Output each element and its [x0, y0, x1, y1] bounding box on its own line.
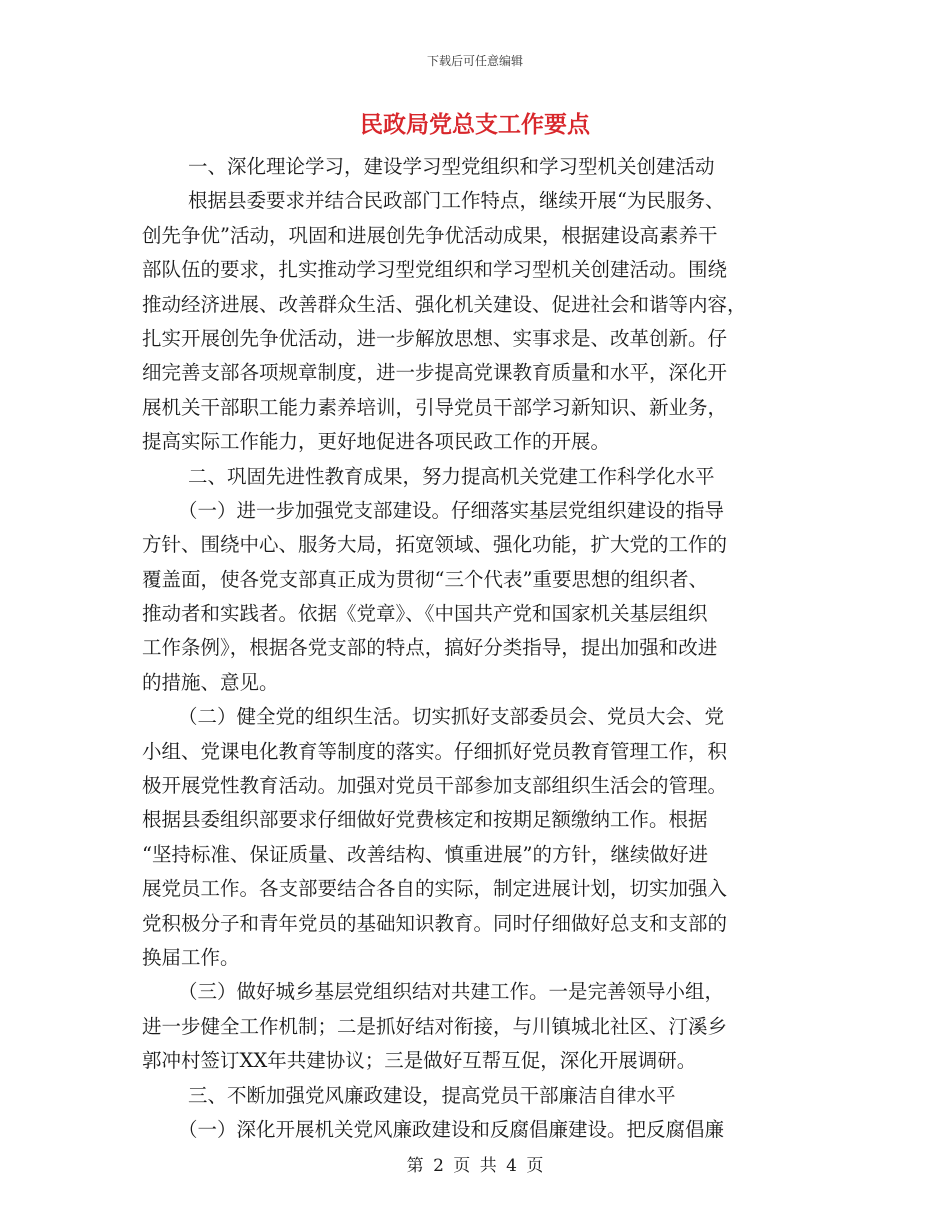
paragraph-line: （一）深化开展机关党风廉政建设和反腐倡廉建设。把反腐倡廉: [178, 1117, 725, 1141]
paragraph-line: 党积极分子和青年党员的基础知识教育。同时仔细做好总支和支部的: [142, 911, 728, 935]
paragraph-line: 创先争优”活动，巩固和进展创先争优活动成果，根据建设高素养干: [142, 223, 718, 247]
paragraph-line: 方针、围绕中心、服务大局，拓宽领域、强化功能，扩大党的工作的: [142, 533, 728, 557]
paragraph-line: 的措施、意见。: [142, 670, 279, 694]
paragraph-line: （二）健全党的组织生活。切实抓好支部委员会、党员大会、党: [178, 705, 725, 729]
paragraph-line: 根据县委要求并结合民政部门工作特点，继续开展“为民服务、: [188, 189, 725, 213]
section-heading-2: 二、巩固先进性教育成果，努力提高机关党建工作科学化水平: [188, 464, 715, 488]
document-body: [142, 150, 802, 1147]
paragraph-line: （三）做好城乡基层党组织结对共建工作。一是完善领导小组，: [178, 980, 725, 1004]
paragraph-line: 提高实际工作能力，更好地促进各项民政工作的开展。: [142, 430, 611, 454]
page-number-footer: 第 2 页 共 4 页: [406, 1156, 544, 1176]
section-heading-3: 三、不断加强党风廉政建设，提高党员干部廉洁自律水平: [188, 1083, 676, 1107]
paragraph-line: 展机关干部职工能力素养培训，引导党员干部学习新知识、新业务，: [142, 395, 728, 419]
paragraph-line: 展党员工作。各支部要结合各自的实际，制定进展计划，切实加强入: [142, 877, 728, 901]
paragraph-line: 工作条例》，根据各党支部的特点，搞好分类指导，提出加强和改进: [142, 636, 718, 660]
paragraph-line: 覆盖面，使各党支部真正成为贯彻“三个代表”重要思想的组织者、: [142, 567, 708, 591]
section-heading-1: 一、深化理论学习，建设学习型党组织和学习型机关创建活动: [188, 155, 715, 178]
paragraph-line: 扎实开展创先争优活动，进一步解放思想、实事求是、改革创新。仔: [142, 326, 728, 350]
paragraph-line: 小组、党课电化教育等制度的落实。仔细抓好党员教育管理工作，积: [142, 739, 728, 763]
paragraph-line: 推动经济进展、改善群众生活、强化机关建设、促进社会和谐等内容，: [142, 292, 747, 316]
paragraph-line: 根据县委组织部要求仔细做好党费核定和按期足额缴纳工作。根据: [142, 808, 708, 832]
paragraph-line: 郭冲村签订XX年共建协议；三是做好互帮互促，深化开展调研。: [142, 1049, 697, 1073]
paragraph-line: 极开展党性教育活动。加强对党员干部参加支部组织生活会的管理。: [142, 774, 728, 798]
page-header: 下载后可任意编辑: [426, 54, 523, 68]
document-title: 民政局党总支工作要点: [360, 111, 590, 138]
paragraph-line: “坚持标准、保证质量、改善结构、慎重进展”的方针，继续做好进: [142, 842, 708, 866]
paragraph-line: （一）进一步加强党支部建设。仔细落实基层党组织建设的指导: [178, 498, 725, 522]
paragraph-line: 部队伍的要求，扎实推动学习型党组织和学习型机关创建活动。围绕: [142, 258, 728, 282]
paragraph-line: 进一步健全工作机制；二是抓好结对衔接，与川镇城北社区、汀溪乡: [142, 1014, 728, 1038]
paragraph-line: 细完善支部各项规章制度，进一步提高党课教育质量和水平，深化开: [142, 361, 728, 385]
paragraph-line: 推动者和实践者。依据《党章》、《中国共产党和国家机关基层组织: [142, 602, 708, 626]
paragraph-line: 换届工作。: [142, 945, 240, 969]
